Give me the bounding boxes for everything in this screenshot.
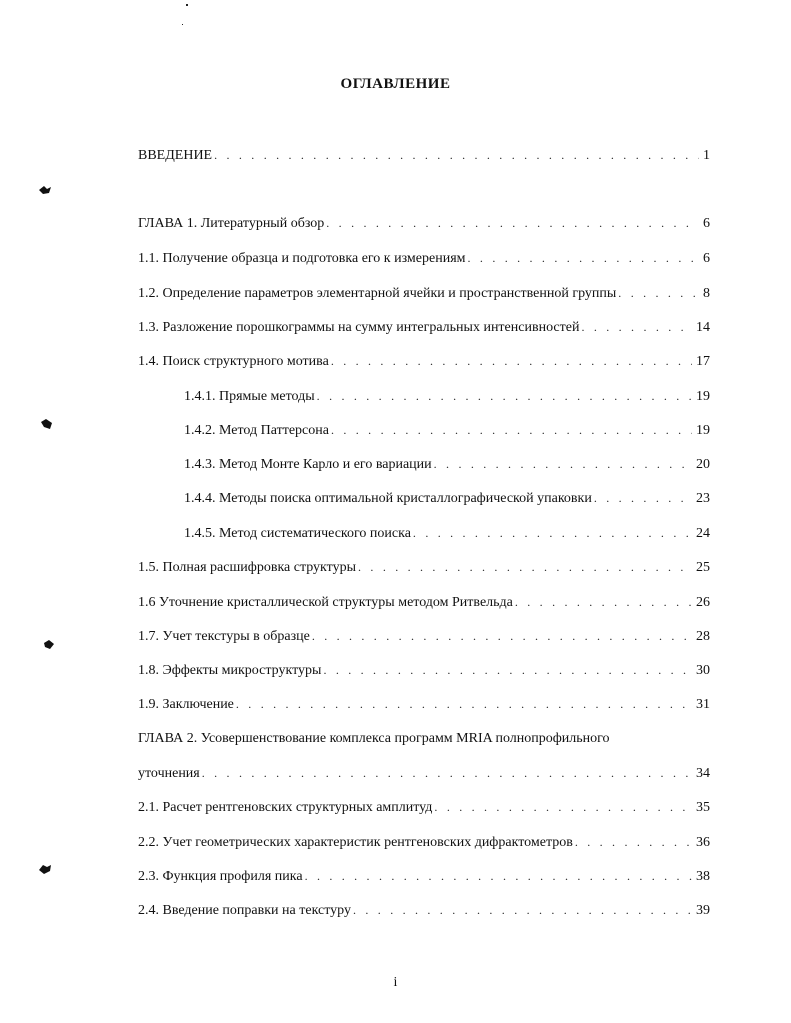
toc-entry-text: 1.6 Уточнение кристаллической структуры методом Ритвельда bbox=[138, 595, 513, 610]
toc-entry-text: уточнения bbox=[138, 766, 200, 781]
toc-entry-page: 26 bbox=[696, 595, 710, 610]
toc-entry-text: ВВЕДЕНИЕ bbox=[138, 148, 213, 163]
toc-entry-text: 2.2. Учет геометрических характеристик рентгеновских дифрактометров bbox=[138, 835, 573, 850]
leader-dots bbox=[594, 488, 692, 508]
toc-entry-page: 14 bbox=[696, 320, 710, 335]
toc-entry bbox=[138, 557, 710, 577]
toc-entry bbox=[138, 626, 710, 646]
toc-entry-text: ГЛАВА 1. Литературный обзор bbox=[138, 216, 325, 231]
toc-entry-page: 6 bbox=[703, 216, 710, 231]
toc-entry-page: 20 bbox=[696, 457, 710, 472]
toc-entry-page: 36 bbox=[696, 835, 710, 850]
toc-entry bbox=[138, 763, 710, 783]
toc-entry bbox=[184, 420, 710, 440]
leader-dots bbox=[413, 523, 692, 543]
toc-entry bbox=[138, 283, 710, 303]
toc-entry-page: 8 bbox=[703, 286, 710, 301]
toc-entry-text: 2.3. Функция профиля пика bbox=[138, 869, 303, 884]
toc-entry bbox=[184, 488, 710, 508]
toc-entry-text: 1.1. Получение образца и подготовка его к измерениям bbox=[138, 251, 466, 266]
toc-entry bbox=[138, 351, 710, 371]
toc-entry-text: 1.4.4. Методы поиска оптимальной кристаллографической упаковки bbox=[184, 491, 592, 506]
toc-entry-page: 1 bbox=[703, 148, 710, 163]
leader-dots bbox=[317, 386, 692, 406]
toc-entry-page: 19 bbox=[696, 389, 710, 404]
toc-entry-page: 34 bbox=[696, 766, 710, 781]
leader-dots bbox=[312, 626, 692, 646]
toc-entry-text: 1.2. Определение параметров элементарной ячейки и пространственной группы bbox=[138, 286, 617, 301]
leader-dots bbox=[353, 900, 692, 920]
leader-dots bbox=[581, 317, 692, 337]
leader-dots bbox=[468, 248, 699, 268]
leader-dots bbox=[326, 213, 699, 233]
toc-entry-page: 28 bbox=[696, 629, 710, 644]
toc-entry bbox=[138, 213, 710, 233]
toc-entry bbox=[138, 592, 710, 612]
toc-entry-text: 1.4. Поиск структурного мотива bbox=[138, 354, 329, 369]
toc-entry-page: 30 bbox=[696, 663, 710, 678]
leader-dots bbox=[214, 145, 699, 165]
leader-dots bbox=[515, 592, 692, 612]
toc-entry bbox=[138, 248, 710, 268]
scan-mark-icon bbox=[42, 638, 56, 650]
scan-mark-icon bbox=[38, 184, 52, 196]
toc-entry-text: 1.4.1. Прямые методы bbox=[184, 389, 315, 404]
toc-entry-page: 31 bbox=[696, 697, 710, 712]
toc-entry-page: 19 bbox=[696, 423, 710, 438]
toc-entry-text: 1.4.2. Метод Паттерсона bbox=[184, 423, 329, 438]
toc-entry-text: 2.1. Расчет рентгеновских структурных амплитуд bbox=[138, 800, 433, 815]
leader-dots bbox=[236, 694, 692, 714]
leader-dots bbox=[331, 420, 692, 440]
toc-entry-text: 1.4.5. Метод систематического поиска bbox=[184, 526, 411, 541]
toc-entry bbox=[184, 386, 710, 406]
toc-entry-text: 1.8. Эффекты микроструктуры bbox=[138, 663, 322, 678]
scan-speck bbox=[182, 24, 183, 25]
toc-entry bbox=[138, 145, 710, 165]
leader-dots bbox=[331, 351, 692, 371]
leader-dots bbox=[434, 454, 692, 474]
toc-chapter-heading: ГЛАВА 2. Усовершенствование комплекса программ MRIA полнопрофильного bbox=[138, 731, 610, 746]
toc-entry-text: 2.4. Введение поправки на текстуру bbox=[138, 903, 351, 918]
leader-dots bbox=[305, 866, 692, 886]
toc-entry-text: 1.9. Заключение bbox=[138, 697, 234, 712]
toc-entry-page: 17 bbox=[696, 354, 710, 369]
toc-entry bbox=[138, 900, 710, 920]
toc-entry-page: 35 bbox=[696, 800, 710, 815]
leader-dots bbox=[202, 763, 692, 783]
toc-entry-text: 1.5. Полная расшифровка структуры bbox=[138, 560, 357, 575]
scan-mark-icon bbox=[40, 418, 54, 430]
leader-dots bbox=[323, 660, 692, 680]
toc-entry bbox=[184, 523, 710, 543]
toc-entry-page: 24 bbox=[696, 526, 710, 541]
leader-dots bbox=[618, 283, 699, 303]
toc-entry bbox=[138, 694, 710, 714]
scan-mark-icon bbox=[38, 863, 52, 875]
toc-entry bbox=[138, 797, 710, 817]
leader-dots bbox=[358, 557, 692, 577]
leader-dots bbox=[575, 832, 692, 852]
toc-entry bbox=[184, 454, 710, 474]
toc-entry-page: 6 bbox=[703, 251, 710, 266]
leader-dots bbox=[434, 797, 692, 817]
scan-speck bbox=[186, 4, 188, 6]
toc-entry bbox=[138, 832, 710, 852]
toc-entry bbox=[138, 866, 710, 886]
toc-entry-page: 25 bbox=[696, 560, 710, 575]
toc-entry-page: 39 bbox=[696, 903, 710, 918]
toc-entry-text: 1.3. Разложение порошкограммы на сумму интегральных интенсивностей bbox=[138, 320, 580, 335]
toc-entry bbox=[138, 317, 710, 337]
toc-entry bbox=[138, 660, 710, 680]
toc-entry-page: 38 bbox=[696, 869, 710, 884]
toc-entry-text: 1.7. Учет текстуры в образце bbox=[138, 629, 310, 644]
page-number: i bbox=[393, 975, 398, 990]
page-title: ОГЛАВЛЕНИЕ bbox=[340, 76, 451, 92]
toc-entry-page: 23 bbox=[696, 491, 710, 506]
toc-entry-text: 1.4.3. Метод Монте Карло и его вариации bbox=[184, 457, 432, 472]
